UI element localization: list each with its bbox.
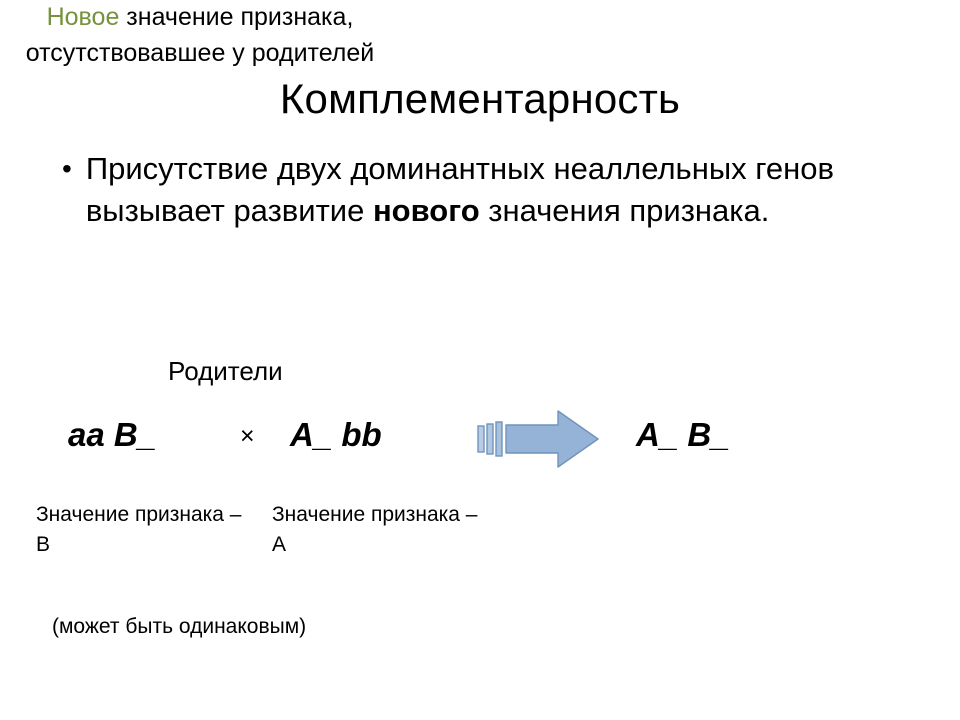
bullet-text-emphasis: нового bbox=[372, 192, 480, 228]
page-title: Комплементарность bbox=[279, 75, 681, 123]
right-arrow-icon bbox=[476, 408, 606, 470]
bullet-text bbox=[86, 148, 876, 232]
bullet-text-before: Присутствие двух доминантных неаллельных генов вызывает развитие bbox=[85, 151, 834, 228]
parents-label: Родители bbox=[168, 356, 283, 386]
caption-parent-left: Значение признака – B bbox=[36, 503, 242, 557]
caption-offspring-highlight: Новое bbox=[46, 3, 120, 31]
cross-symbol: × bbox=[240, 422, 255, 450]
caption-note: (может быть одинаковым) bbox=[52, 615, 307, 638]
genotype-offspring: A_ B_ bbox=[636, 416, 730, 453]
bullet-text-after: значения признака. bbox=[479, 192, 770, 228]
bullet-paragraph bbox=[62, 148, 902, 232]
caption-parent-right: Значение признака – A bbox=[272, 503, 478, 557]
caption-offspring bbox=[0, 0, 400, 71]
bullet-marker-icon: • bbox=[62, 153, 72, 184]
genotype-parent-left: aa B_ bbox=[68, 416, 157, 453]
caption-offspring-text: значение признака, отсутствовавшее у родителей bbox=[25, 3, 375, 67]
genotype-parent-right: A_ bb bbox=[290, 416, 382, 453]
